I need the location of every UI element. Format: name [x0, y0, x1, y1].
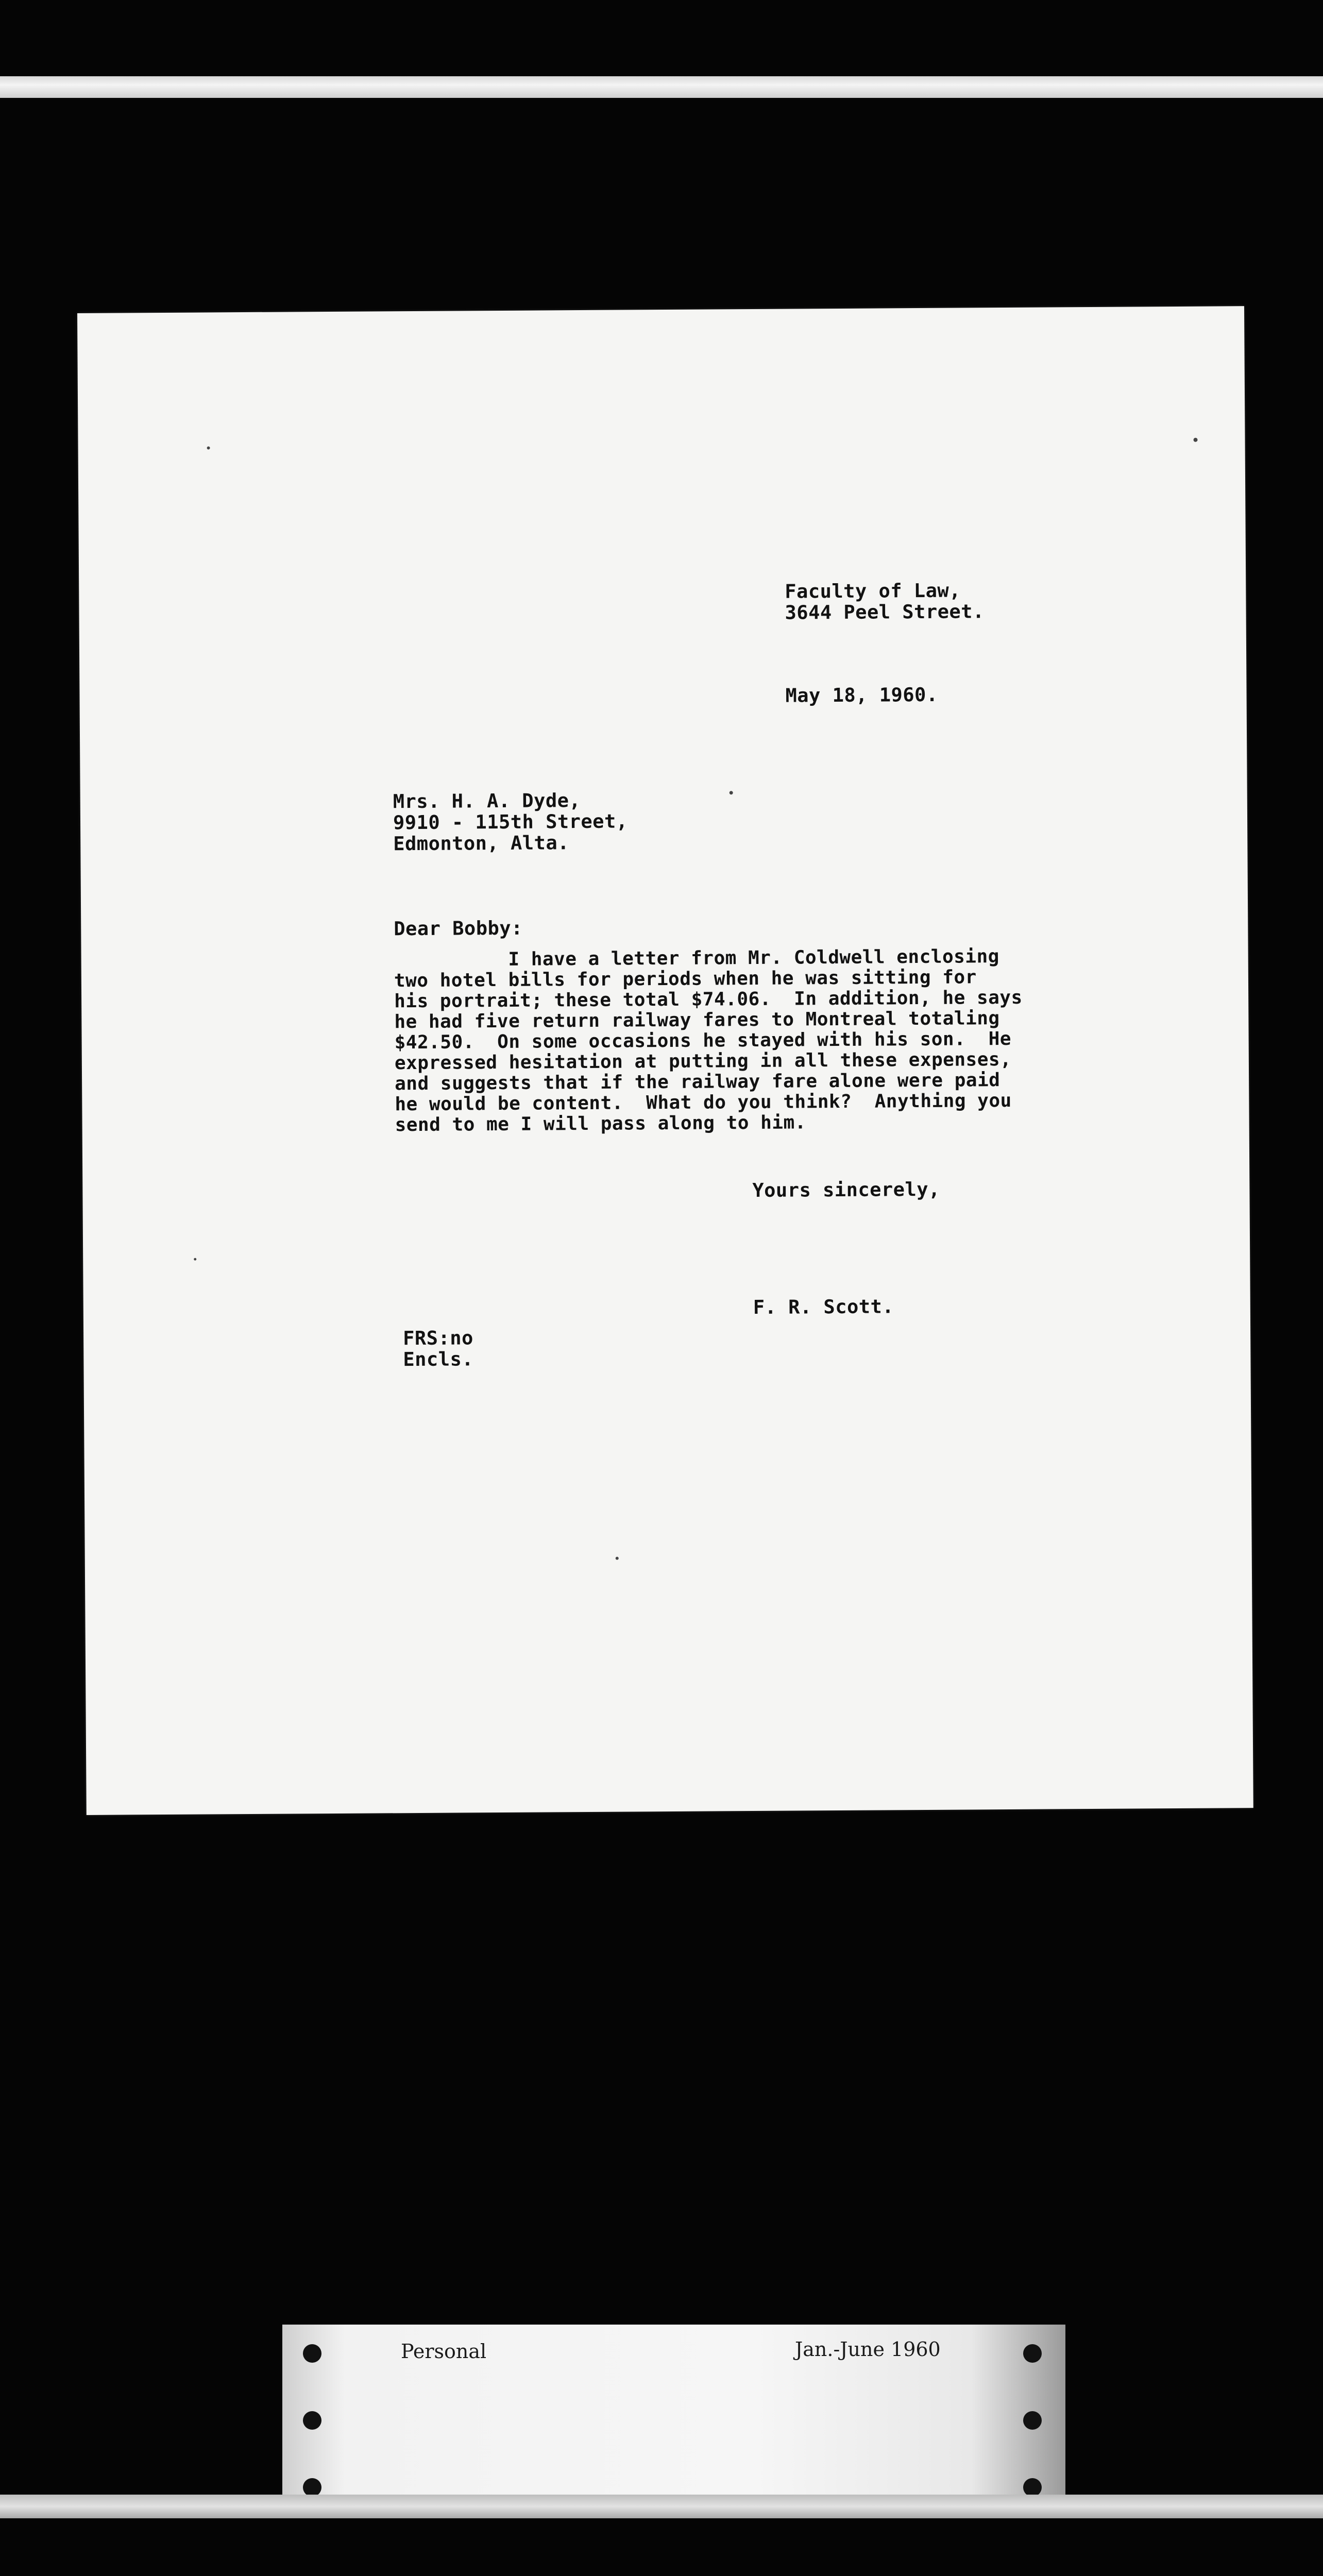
return-address-line-1: Faculty of Law, — [785, 579, 961, 603]
return-address — [785, 580, 985, 623]
body-line: $42.50. On some occasions he stayed with his son. He — [394, 1028, 1012, 1054]
letter-date: May 18, 1960. — [785, 683, 938, 707]
body-line: and suggests that if the railway fare alone were paid — [395, 1070, 1000, 1095]
closing: Yours sincerely, — [752, 1178, 940, 1202]
tab-hole — [1023, 2411, 1042, 2430]
body-line: he would be content. What do you think? Anything you — [395, 1090, 1012, 1115]
paper-speck — [616, 1557, 619, 1560]
recipient-address — [393, 789, 628, 854]
film-bottom-edge — [0, 2495, 1323, 2518]
folder-label-date-range: Jan.-June 1960 — [795, 2338, 941, 2361]
letter-body — [394, 946, 1024, 1136]
body-line: I have a letter from Mr. Coldwell enclosing — [394, 946, 1000, 971]
body-line: send to me I will pass along to him. — [395, 1112, 807, 1136]
return-address-line-2: 3644 Peel Street. — [785, 600, 985, 624]
tab-hole — [1023, 2478, 1042, 2497]
tab-hole — [303, 2411, 321, 2430]
paper-speck — [207, 446, 210, 449]
folder-label-category: Personal — [401, 2340, 487, 2363]
reference-initials — [403, 1327, 473, 1370]
tab-hole — [303, 2478, 321, 2497]
tab-hole — [1023, 2344, 1042, 2363]
salutation: Dear Bobby: — [394, 917, 523, 940]
initials-line-1: FRS:no — [403, 1327, 473, 1350]
recipient-line-3: Edmonton, Alta. — [393, 832, 570, 855]
paper-speck — [730, 791, 733, 794]
recipient-line-2: 9910 - 115th Street, — [393, 810, 628, 834]
signature-name: F. R. Scott. — [753, 1295, 894, 1319]
body-line: he had five return railway fares to Montreal totaling — [394, 1008, 1000, 1033]
body-line: his portrait; these total $74.06. In addition, he says — [394, 987, 1023, 1012]
paper-speck — [194, 1258, 196, 1261]
film-top-edge — [0, 76, 1323, 98]
body-line: two hotel bills for periods when he was sitting for — [394, 967, 977, 992]
initials-line-2: Encls. — [403, 1348, 474, 1371]
letter-page — [77, 306, 1253, 1815]
recipient-line-1: Mrs. H. A. Dyde, — [393, 789, 581, 813]
body-line: expressed hesitation at putting in all these expenses, — [394, 1048, 1012, 1074]
tab-hole — [303, 2344, 321, 2363]
paper-speck — [1194, 438, 1198, 442]
folder-tab — [282, 2325, 1065, 2515]
